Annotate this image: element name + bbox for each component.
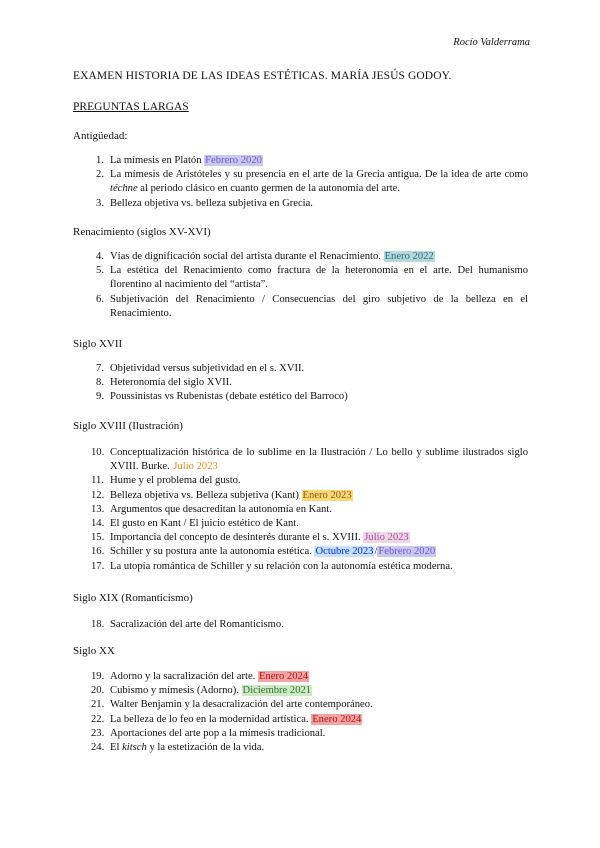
item-number: 3. xyxy=(96,197,104,209)
item-number: 10. xyxy=(91,447,105,458)
item-text: El gusto en Kant / El juicio estético de Kant. xyxy=(110,518,299,530)
list-item xyxy=(91,264,528,292)
question-list-siglo-xviii xyxy=(91,446,528,574)
list-item xyxy=(91,250,528,264)
item-text: Cubismo y mímesis (Adorno). xyxy=(110,685,242,697)
list-item xyxy=(91,154,528,168)
item-number: 5. xyxy=(96,265,104,277)
item-number: 12. xyxy=(91,489,105,501)
item-number: 14. xyxy=(91,518,105,530)
item-number: 9. xyxy=(96,391,104,403)
list-item xyxy=(91,713,528,727)
list-item xyxy=(91,698,528,712)
item-number: 2. xyxy=(96,169,104,181)
item-text: Adorno y la sacralización del arte. xyxy=(110,671,258,682)
item-text: Argumentos que desacreditan la autonomía en Kant. xyxy=(110,503,332,515)
question-list-antiguedad xyxy=(91,154,528,211)
question-list-siglo-xx xyxy=(91,670,528,755)
item-emphasis: kitsch xyxy=(122,742,147,754)
item-text: Sacralización del arte del Romanticismo. xyxy=(110,619,284,630)
exam-date-tag: Enero 2023 xyxy=(302,489,352,501)
section-heading-siglo-xx: Siglo XX xyxy=(73,645,115,657)
section-heading-siglo-xvii: Siglo XVII xyxy=(73,338,123,350)
item-text: Schiller y su postura ante la autonomía estética. xyxy=(110,546,315,558)
item-text: La utopía romántica de Schiller y su relación con la autonomía estética moderna. xyxy=(110,560,453,572)
exam-date-tag: Diciembre 2021 xyxy=(242,685,312,697)
item-number: 7. xyxy=(96,363,104,374)
section-heading-siglo-xix: Siglo XIX (Romanticismo) xyxy=(73,592,193,604)
list-item xyxy=(91,474,528,488)
item-text: y la estetización de la vida. xyxy=(146,742,265,754)
item-number: 24. xyxy=(91,742,105,754)
list-item xyxy=(91,670,528,684)
list-item xyxy=(91,362,528,376)
item-text: Belleza objetiva vs. Belleza subjetiva (Kant) xyxy=(110,489,302,501)
exam-date-tag: Octubre 2023 xyxy=(315,546,374,558)
exam-date-tag: Febrero 2020 xyxy=(378,546,436,558)
item-emphasis: téchne xyxy=(110,183,138,195)
exam-date-tag: Enero 2024 xyxy=(258,671,309,682)
item-number: 16. xyxy=(91,546,105,558)
list-item xyxy=(91,727,528,741)
exam-date-tag: Julio 2023 xyxy=(364,532,409,544)
list-item xyxy=(91,545,528,559)
exam-date-tag: Enero 2022 xyxy=(384,251,434,262)
question-list-renacimiento xyxy=(91,250,528,321)
item-text: Conceptualización histórica de lo sublime en la Ilustración / Lo bello y sublime ilustrados siglo XVIII. Burke. xyxy=(110,447,528,473)
item-number: 15. xyxy=(91,532,105,544)
item-text: La mímesis de Aristóteles y su presencia en el arte de la Grecia antigua. De la idea de arte como xyxy=(110,169,528,181)
item-number: 8. xyxy=(96,377,104,389)
item-text: al periodo clásico en cuanto germen de la autonomía del arte. xyxy=(137,183,401,195)
section-heading-siglo-xviii: Siglo XVIII (Ilustración) xyxy=(73,420,183,432)
item-text: La belleza de lo feo en la modernidad artística. xyxy=(110,713,312,725)
list-item xyxy=(91,293,528,321)
item-text: Vías de dignificación social del artista durante el Renacimiento. xyxy=(110,251,384,262)
item-text: La mímesis en Platón xyxy=(110,155,205,166)
exam-date-tag: Febrero 2020 xyxy=(205,155,262,166)
section-subtitle: PREGUNTAS LARGAS xyxy=(73,101,189,113)
list-item xyxy=(91,390,528,404)
item-number: 23. xyxy=(91,727,105,739)
item-text: Aportaciones del arte pop a la mímesis tradicional. xyxy=(110,727,326,739)
document-title: EXAMEN HISTORIA DE LAS IDEAS ESTÉTICAS. MARÍA JESÚS GODOY. xyxy=(73,70,452,82)
item-text: La estética del Renacimiento como fractura de la heteronomía en el arte. Del humanismo florentino al nacimiento del “artista”. xyxy=(110,265,528,291)
item-text: Subjetivación del Renacimiento / Consecuencias del giro subjetivo de la belleza en el Renacimiento. xyxy=(110,293,528,319)
item-text: Importancia del concepto de desinterés durante el s. XVIII. xyxy=(110,532,364,544)
exam-date-tag: Julio 2023 xyxy=(173,461,218,473)
item-number: 19. xyxy=(91,671,105,682)
item-text: Hume y el problema del gusto. xyxy=(110,475,241,487)
item-text: Walter Benjamin y la desacralización del arte contemporáneo. xyxy=(110,699,373,711)
item-number: 13. xyxy=(91,503,105,515)
list-item xyxy=(91,168,528,196)
list-item xyxy=(91,531,528,545)
section-heading-renacimiento: Renacimiento (siglos XV-XVI) xyxy=(73,226,211,238)
list-item xyxy=(91,197,528,211)
list-item xyxy=(91,618,528,632)
list-item xyxy=(91,503,528,517)
question-list-siglo-xix xyxy=(91,618,528,632)
item-text: Belleza objetiva vs. belleza subjetiva en Grecia. xyxy=(110,197,313,209)
list-item xyxy=(91,560,528,574)
list-item xyxy=(91,446,528,474)
exam-date-tag: Enero 2024 xyxy=(312,713,362,725)
item-number: 1. xyxy=(96,155,104,166)
question-list-siglo-xvii xyxy=(91,362,528,405)
list-item xyxy=(91,376,528,390)
author-name: Rocío Valderrama xyxy=(453,37,530,48)
item-text: Heteronomía del siglo XVII. xyxy=(110,377,232,389)
item-text: Objetividad versus subjetividad en el s. XVII. xyxy=(110,363,305,374)
item-text: Poussinistas vs Rubenistas (debate estético del Barroco) xyxy=(110,391,348,403)
list-item xyxy=(91,684,528,698)
list-item xyxy=(91,517,528,531)
list-item xyxy=(91,741,528,755)
item-number: 6. xyxy=(96,293,104,305)
item-number: 17. xyxy=(91,560,105,572)
list-item xyxy=(91,489,528,503)
item-text: El xyxy=(110,742,123,754)
item-number: 21. xyxy=(91,699,105,711)
item-number: 20. xyxy=(91,685,105,697)
item-number: 4. xyxy=(96,251,104,262)
section-heading-antiguedad: Antigüedad: xyxy=(73,130,128,142)
item-number: 22. xyxy=(91,713,105,725)
item-number: 18. xyxy=(91,619,105,630)
tag-separator: / xyxy=(374,546,378,558)
item-number: 11. xyxy=(91,475,104,487)
